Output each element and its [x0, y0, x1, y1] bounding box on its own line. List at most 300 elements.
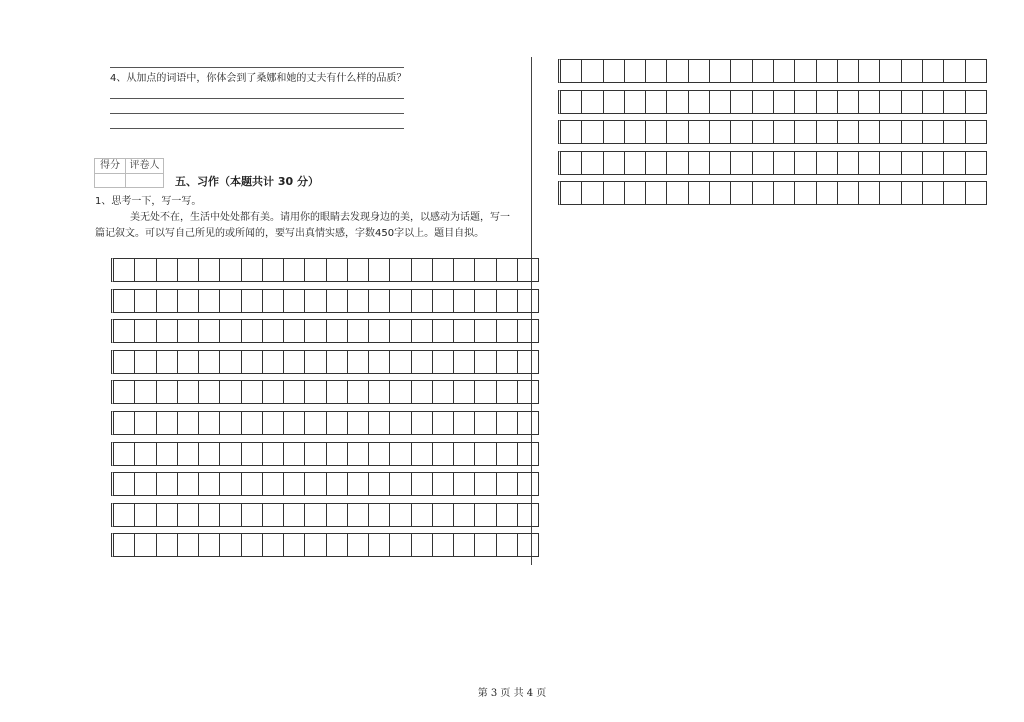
grid-cell[interactable]: [327, 320, 348, 342]
grid-cell[interactable]: [369, 412, 390, 434]
grid-cell[interactable]: [710, 152, 731, 174]
grid-cell[interactable]: [220, 381, 241, 403]
grid-cell[interactable]: [646, 60, 667, 82]
grid-cell[interactable]: [178, 534, 199, 556]
grid-cell[interactable]: [475, 412, 496, 434]
grid-cell[interactable]: [454, 381, 475, 403]
grid-cell[interactable]: [838, 152, 859, 174]
grid-cell[interactable]: [902, 121, 923, 143]
grid-cell[interactable]: [454, 320, 475, 342]
grid-cell[interactable]: [433, 534, 454, 556]
grid-cell[interactable]: [774, 182, 795, 204]
grid-cell[interactable]: [667, 91, 688, 113]
grid-cell[interactable]: [966, 182, 986, 204]
grid-cell[interactable]: [114, 504, 135, 526]
grid-cell[interactable]: [475, 381, 496, 403]
grid-cell[interactable]: [369, 381, 390, 403]
grid-cell[interactable]: [199, 473, 220, 495]
grid-cell[interactable]: [263, 290, 284, 312]
grid-cell[interactable]: [178, 290, 199, 312]
grid-cell[interactable]: [902, 182, 923, 204]
grid-cell[interactable]: [327, 534, 348, 556]
grid-cell[interactable]: [242, 290, 263, 312]
grid-cell[interactable]: [838, 91, 859, 113]
grid-cell[interactable]: [305, 534, 326, 556]
grid-cell[interactable]: [348, 259, 369, 281]
grid-cell[interactable]: [582, 182, 603, 204]
grid-cell[interactable]: [497, 320, 518, 342]
grid-cell[interactable]: [454, 351, 475, 373]
grid-cell[interactable]: [390, 412, 411, 434]
grid-cell[interactable]: [305, 290, 326, 312]
grid-cell[interactable]: [390, 473, 411, 495]
grid-cell[interactable]: [561, 91, 582, 113]
grid-cell[interactable]: [433, 351, 454, 373]
grid-cell[interactable]: [369, 259, 390, 281]
grid-cell[interactable]: [433, 290, 454, 312]
grid-cell[interactable]: [220, 320, 241, 342]
grid-cell[interactable]: [305, 351, 326, 373]
grid-cell[interactable]: [199, 534, 220, 556]
grid-cell[interactable]: [838, 182, 859, 204]
grid-cell[interactable]: [390, 534, 411, 556]
grid-cell[interactable]: [561, 152, 582, 174]
grid-cell[interactable]: [497, 534, 518, 556]
grid-cell[interactable]: [348, 381, 369, 403]
writing-grid[interactable]: [558, 59, 987, 205]
grid-cell[interactable]: [412, 290, 433, 312]
grid-cell[interactable]: [944, 121, 965, 143]
grid-cell[interactable]: [178, 443, 199, 465]
grid-cell[interactable]: [157, 351, 178, 373]
grid-cell[interactable]: [135, 351, 156, 373]
grid-cell[interactable]: [689, 91, 710, 113]
grid-cell[interactable]: [902, 152, 923, 174]
grid-cell[interactable]: [497, 412, 518, 434]
grid-cell[interactable]: [284, 443, 305, 465]
grid-cell[interactable]: [582, 121, 603, 143]
grid-cell[interactable]: [305, 320, 326, 342]
grid-cell[interactable]: [859, 182, 880, 204]
grid-cell[interactable]: [944, 182, 965, 204]
grid-cell[interactable]: [795, 91, 816, 113]
grid-cell[interactable]: [369, 320, 390, 342]
grid-cell[interactable]: [475, 534, 496, 556]
grid-cell[interactable]: [135, 259, 156, 281]
grid-cell[interactable]: [646, 152, 667, 174]
grid-cell[interactable]: [646, 182, 667, 204]
grid-cell[interactable]: [604, 182, 625, 204]
grid-cell[interactable]: [114, 259, 135, 281]
grid-cell[interactable]: [710, 182, 731, 204]
grid-cell[interactable]: [157, 534, 178, 556]
grid-cell[interactable]: [157, 381, 178, 403]
grid-cell[interactable]: [157, 443, 178, 465]
grid-cell[interactable]: [390, 320, 411, 342]
grid-cell[interactable]: [795, 152, 816, 174]
grid-cell[interactable]: [454, 290, 475, 312]
grid-cell[interactable]: [817, 152, 838, 174]
grid-cell[interactable]: [880, 182, 901, 204]
grid-cell[interactable]: [369, 504, 390, 526]
grid-cell[interactable]: [795, 182, 816, 204]
grid-cell[interactable]: [135, 412, 156, 434]
grid-cell[interactable]: [731, 91, 752, 113]
grid-cell[interactable]: [348, 320, 369, 342]
grid-cell[interactable]: [923, 91, 944, 113]
grid-cell[interactable]: [518, 351, 538, 373]
grid-cell[interactable]: [114, 412, 135, 434]
grid-cell[interactable]: [369, 290, 390, 312]
grid-cell[interactable]: [114, 473, 135, 495]
grid-cell[interactable]: [497, 473, 518, 495]
grid-cell[interactable]: [305, 443, 326, 465]
writing-grid[interactable]: [111, 411, 539, 557]
grid-cell[interactable]: [263, 351, 284, 373]
grid-cell[interactable]: [753, 152, 774, 174]
grid-cell[interactable]: [220, 259, 241, 281]
grid-cell[interactable]: [923, 152, 944, 174]
grid-cell[interactable]: [305, 381, 326, 403]
grid-cell[interactable]: [348, 351, 369, 373]
grid-cell[interactable]: [263, 534, 284, 556]
grid-cell[interactable]: [774, 60, 795, 82]
grid-cell[interactable]: [880, 60, 901, 82]
grid-cell[interactable]: [412, 351, 433, 373]
grid-cell[interactable]: [753, 60, 774, 82]
grid-cell[interactable]: [327, 290, 348, 312]
grid-cell[interactable]: [880, 152, 901, 174]
grid-cell[interactable]: [284, 320, 305, 342]
grid-cell[interactable]: [795, 121, 816, 143]
grid-cell[interactable]: [348, 504, 369, 526]
grid-cell[interactable]: [817, 121, 838, 143]
grid-cell[interactable]: [689, 182, 710, 204]
grid-cell[interactable]: [135, 473, 156, 495]
grid-cell[interactable]: [263, 381, 284, 403]
grid-cell[interactable]: [157, 259, 178, 281]
grid-cell[interactable]: [178, 381, 199, 403]
grid-cell[interactable]: [433, 320, 454, 342]
grid-cell[interactable]: [390, 351, 411, 373]
grid-cell[interactable]: [880, 91, 901, 113]
grid-cell[interactable]: [774, 121, 795, 143]
grid-cell[interactable]: [817, 60, 838, 82]
grid-cell[interactable]: [178, 412, 199, 434]
grid-cell[interactable]: [518, 504, 538, 526]
grid-cell[interactable]: [284, 473, 305, 495]
grid-cell[interactable]: [774, 91, 795, 113]
grid-cell[interactable]: [475, 320, 496, 342]
grid-cell[interactable]: [582, 91, 603, 113]
grid-cell[interactable]: [178, 320, 199, 342]
grid-cell[interactable]: [646, 121, 667, 143]
grid-cell[interactable]: [220, 443, 241, 465]
grid-cell[interactable]: [199, 381, 220, 403]
grid-cell[interactable]: [859, 152, 880, 174]
grid-cell[interactable]: [497, 290, 518, 312]
grid-cell[interactable]: [412, 504, 433, 526]
grid-cell[interactable]: [518, 290, 538, 312]
grid-cell[interactable]: [475, 504, 496, 526]
grid-cell[interactable]: [731, 152, 752, 174]
grid-cell[interactable]: [454, 412, 475, 434]
grid-cell[interactable]: [284, 504, 305, 526]
grid-cell[interactable]: [433, 504, 454, 526]
grid-cell[interactable]: [859, 60, 880, 82]
grid-cell[interactable]: [263, 259, 284, 281]
grid-cell[interactable]: [412, 412, 433, 434]
grid-cell[interactable]: [561, 60, 582, 82]
grid-cell[interactable]: [157, 320, 178, 342]
grid-cell[interactable]: [710, 60, 731, 82]
grid-cell[interactable]: [497, 381, 518, 403]
grid-cell[interactable]: [263, 443, 284, 465]
grid-cell[interactable]: [731, 121, 752, 143]
grid-cell[interactable]: [475, 290, 496, 312]
grid-cell[interactable]: [135, 290, 156, 312]
grid-cell[interactable]: [114, 351, 135, 373]
grid-cell[interactable]: [327, 351, 348, 373]
grid-cell[interactable]: [157, 290, 178, 312]
grid-cell[interactable]: [710, 121, 731, 143]
grid-cell[interactable]: [242, 534, 263, 556]
grid-cell[interactable]: [433, 473, 454, 495]
grid-cell[interactable]: [433, 443, 454, 465]
grid-cell[interactable]: [284, 290, 305, 312]
grid-cell[interactable]: [199, 351, 220, 373]
grid-cell[interactable]: [966, 91, 986, 113]
grid-cell[interactable]: [157, 504, 178, 526]
grid-cell[interactable]: [327, 381, 348, 403]
grid-cell[interactable]: [454, 443, 475, 465]
grid-cell[interactable]: [625, 91, 646, 113]
grid-cell[interactable]: [242, 381, 263, 403]
grid-cell[interactable]: [135, 504, 156, 526]
grid-cell[interactable]: [263, 504, 284, 526]
grid-cell[interactable]: [518, 534, 538, 556]
grid-cell[interactable]: [327, 473, 348, 495]
grid-cell[interactable]: [114, 443, 135, 465]
grid-cell[interactable]: [114, 534, 135, 556]
grid-cell[interactable]: [518, 320, 538, 342]
grid-cell[interactable]: [199, 443, 220, 465]
grid-cell[interactable]: [412, 443, 433, 465]
grid-cell[interactable]: [135, 320, 156, 342]
grid-cell[interactable]: [433, 259, 454, 281]
grid-cell[interactable]: [390, 381, 411, 403]
grid-cell[interactable]: [284, 259, 305, 281]
grid-cell[interactable]: [689, 60, 710, 82]
grid-cell[interactable]: [348, 443, 369, 465]
grid-cell[interactable]: [880, 121, 901, 143]
grid-cell[interactable]: [412, 473, 433, 495]
grid-cell[interactable]: [412, 259, 433, 281]
grid-cell[interactable]: [390, 259, 411, 281]
grid-cell[interactable]: [838, 121, 859, 143]
grid-cell[interactable]: [518, 259, 538, 281]
grid-cell[interactable]: [795, 60, 816, 82]
grid-cell[interactable]: [284, 351, 305, 373]
grid-cell[interactable]: [604, 152, 625, 174]
grid-cell[interactable]: [178, 473, 199, 495]
grid-cell[interactable]: [199, 259, 220, 281]
grid-cell[interactable]: [689, 152, 710, 174]
grid-cell[interactable]: [199, 320, 220, 342]
grid-cell[interactable]: [220, 351, 241, 373]
grid-cell[interactable]: [944, 91, 965, 113]
grid-cell[interactable]: [390, 443, 411, 465]
grid-cell[interactable]: [753, 121, 774, 143]
grid-cell[interactable]: [859, 91, 880, 113]
grid-cell[interactable]: [369, 443, 390, 465]
grid-cell[interactable]: [220, 504, 241, 526]
grid-cell[interactable]: [667, 152, 688, 174]
grid-cell[interactable]: [667, 60, 688, 82]
grid-cell[interactable]: [242, 351, 263, 373]
grid-cell[interactable]: [497, 351, 518, 373]
grid-cell[interactable]: [220, 473, 241, 495]
writing-grid[interactable]: [111, 258, 539, 404]
grid-cell[interactable]: [497, 259, 518, 281]
grid-cell[interactable]: [348, 534, 369, 556]
grid-cell[interactable]: [944, 152, 965, 174]
grid-cell[interactable]: [135, 443, 156, 465]
grid-cell[interactable]: [518, 443, 538, 465]
grid-cell[interactable]: [604, 60, 625, 82]
grid-cell[interactable]: [646, 91, 667, 113]
grid-cell[interactable]: [220, 534, 241, 556]
grid-cell[interactable]: [731, 60, 752, 82]
grid-cell[interactable]: [731, 182, 752, 204]
grid-cell[interactable]: [327, 504, 348, 526]
grid-cell[interactable]: [242, 259, 263, 281]
grid-cell[interactable]: [966, 152, 986, 174]
grid-cell[interactable]: [327, 259, 348, 281]
grid-cell[interactable]: [604, 121, 625, 143]
grid-cell[interactable]: [710, 91, 731, 113]
grid-cell[interactable]: [944, 60, 965, 82]
grid-cell[interactable]: [348, 290, 369, 312]
grid-cell[interactable]: [454, 473, 475, 495]
grid-cell[interactable]: [753, 182, 774, 204]
grid-cell[interactable]: [497, 443, 518, 465]
grid-cell[interactable]: [263, 320, 284, 342]
grid-cell[interactable]: [433, 412, 454, 434]
grid-cell[interactable]: [454, 534, 475, 556]
grid-cell[interactable]: [348, 473, 369, 495]
grid-cell[interactable]: [454, 259, 475, 281]
grid-cell[interactable]: [199, 504, 220, 526]
grid-cell[interactable]: [412, 534, 433, 556]
grid-cell[interactable]: [369, 351, 390, 373]
grid-cell[interactable]: [220, 412, 241, 434]
grid-cell[interactable]: [667, 121, 688, 143]
grid-cell[interactable]: [157, 473, 178, 495]
grid-cell[interactable]: [433, 381, 454, 403]
grid-cell[interactable]: [923, 182, 944, 204]
grid-cell[interactable]: [625, 60, 646, 82]
grid-cell[interactable]: [604, 91, 625, 113]
grid-cell[interactable]: [369, 473, 390, 495]
grid-cell[interactable]: [305, 412, 326, 434]
grid-cell[interactable]: [157, 412, 178, 434]
grid-cell[interactable]: [966, 121, 986, 143]
grid-cell[interactable]: [284, 412, 305, 434]
grid-cell[interactable]: [327, 412, 348, 434]
grid-cell[interactable]: [518, 412, 538, 434]
grid-cell[interactable]: [625, 152, 646, 174]
grid-cell[interactable]: [561, 182, 582, 204]
grid-cell[interactable]: [817, 182, 838, 204]
grid-cell[interactable]: [242, 473, 263, 495]
grid-cell[interactable]: [178, 504, 199, 526]
grid-cell[interactable]: [475, 443, 496, 465]
grid-cell[interactable]: [582, 60, 603, 82]
grid-cell[interactable]: [199, 290, 220, 312]
grid-cell[interactable]: [327, 443, 348, 465]
grid-cell[interactable]: [178, 351, 199, 373]
grid-cell[interactable]: [199, 412, 220, 434]
grid-cell[interactable]: [966, 60, 986, 82]
grid-cell[interactable]: [518, 381, 538, 403]
grid-cell[interactable]: [369, 534, 390, 556]
grid-cell[interactable]: [902, 91, 923, 113]
grid-cell[interactable]: [114, 381, 135, 403]
grid-cell[interactable]: [475, 473, 496, 495]
grid-cell[interactable]: [242, 320, 263, 342]
grid-cell[interactable]: [135, 381, 156, 403]
grid-cell[interactable]: [305, 259, 326, 281]
grid-cell[interactable]: [838, 60, 859, 82]
grid-cell[interactable]: [817, 91, 838, 113]
grid-cell[interactable]: [859, 121, 880, 143]
grid-cell[interactable]: [475, 259, 496, 281]
grid-cell[interactable]: [454, 504, 475, 526]
grid-cell[interactable]: [242, 504, 263, 526]
grid-cell[interactable]: [625, 121, 646, 143]
grid-cell[interactable]: [902, 60, 923, 82]
grid-cell[interactable]: [263, 473, 284, 495]
grid-cell[interactable]: [689, 121, 710, 143]
grid-cell[interactable]: [242, 443, 263, 465]
grid-cell[interactable]: [475, 351, 496, 373]
grid-cell[interactable]: [284, 534, 305, 556]
grid-cell[interactable]: [753, 91, 774, 113]
grid-cell[interactable]: [242, 412, 263, 434]
grid-cell[interactable]: [114, 290, 135, 312]
grid-cell[interactable]: [263, 412, 284, 434]
grid-cell[interactable]: [135, 534, 156, 556]
grid-cell[interactable]: [582, 152, 603, 174]
grid-cell[interactable]: [220, 290, 241, 312]
grid-cell[interactable]: [114, 320, 135, 342]
grid-cell[interactable]: [412, 381, 433, 403]
grid-cell[interactable]: [390, 504, 411, 526]
grid-cell[interactable]: [178, 259, 199, 281]
grid-cell[interactable]: [561, 121, 582, 143]
grid-cell[interactable]: [625, 182, 646, 204]
grid-cell[interactable]: [923, 121, 944, 143]
grid-cell[interactable]: [667, 182, 688, 204]
grid-cell[interactable]: [774, 152, 795, 174]
grid-cell[interactable]: [390, 290, 411, 312]
grid-cell[interactable]: [284, 381, 305, 403]
grid-cell[interactable]: [348, 412, 369, 434]
grid-cell[interactable]: [518, 473, 538, 495]
grid-cell[interactable]: [305, 504, 326, 526]
grid-cell[interactable]: [923, 60, 944, 82]
